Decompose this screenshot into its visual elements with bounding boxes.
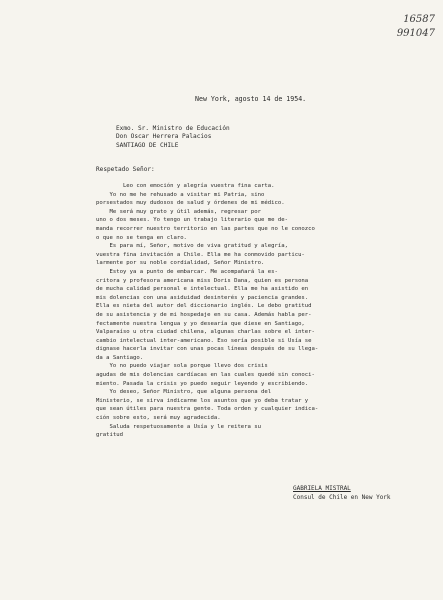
signature-title: Consul de Chile en New York xyxy=(293,494,391,501)
body-line: de mucha calidad personal e intelectual. Ella me ha asistido en xyxy=(96,286,309,293)
body-line: dignase hacerla invitar con unas pocas líneas después de su llega- xyxy=(96,346,319,353)
body-line: ción sobre esto, será muy agradecida. xyxy=(96,415,221,422)
body-line: que sean útiles para nuestra gente. Toda orden y cualquier indica- xyxy=(96,406,319,413)
body-line: o que no se tenga en claro. xyxy=(96,234,187,241)
signature-name: GABRIELA MISTRAL xyxy=(293,485,351,492)
body-line: Saluda respetuosamente a Usía y le reitera su xyxy=(96,423,262,430)
body-line: Ministerio, se sirva indicarme los asuntos que yo deba tratar y xyxy=(96,397,309,404)
body-line: porsestados muy dudosos de salud y órdenes de mi médico. xyxy=(96,200,285,207)
body-line: Valparaíso u otra ciudad chilena, algunas charlas sobre el inter- xyxy=(96,329,315,336)
margin-note-1: 16587 xyxy=(403,14,435,25)
body-line: Me será muy grato y útil además, regresar por xyxy=(96,208,262,215)
body-line: gratitud xyxy=(96,432,123,439)
body-line: Yo no me he rehusado a visitar mi Patria, sino xyxy=(96,191,265,198)
body-line: de su asistencia y de mi hospedaje en su casa. Además habla per- xyxy=(96,311,312,318)
body-line: Ella es nieta del autor del diccionario inglés. Le debo gratitud xyxy=(96,303,312,310)
body-line: da a Santiago. xyxy=(96,354,144,361)
body-line: vuestra fina invitación a Chile. Ella me ha conmovido particu- xyxy=(96,251,305,258)
signature-block xyxy=(293,484,391,502)
address-line: SANTIAGO DE CHILE xyxy=(116,141,179,149)
letter-body xyxy=(96,182,416,440)
recipient-address xyxy=(116,125,230,150)
body-line: Leo con emoción y alegría vuestra fina carta. xyxy=(96,183,275,189)
margin-note-2: 991047 xyxy=(396,28,435,39)
body-line: manda recorrer nuestro territorio en las partes que no le conozco xyxy=(96,225,315,232)
body-line: Yo no puedo viajar sola porque llevo dos crisis xyxy=(96,363,268,370)
body-line: mis dolencias con una asiduidad desinterés y paciencia grandes. xyxy=(96,294,309,301)
dateline: New York, agosto 14 de 1954. xyxy=(195,95,307,103)
address-line: Exmo. Sr. Ministro de Educación xyxy=(116,125,230,132)
body-line: larmente por su noble cordialidad, Señor Ministro. xyxy=(96,260,265,267)
salutation: Respetado Señor: xyxy=(96,166,155,173)
body-line: uno o dos meses. Yo tengo un trabajo literario que me de- xyxy=(96,217,288,224)
body-line: fectamente nuestra lengua y yo desearía que diese en Santiago, xyxy=(96,320,305,327)
body-line: Es para mí, Señor, motivo de viva gratitud y alegría, xyxy=(96,243,288,250)
address-line: Don Oscar Herrera Palacios xyxy=(116,133,212,141)
body-line: Estoy ya a punto de embarcar. Me acompañará la es- xyxy=(96,268,278,275)
body-line: critora y profesora americana miss Doris Dana, quien es persona xyxy=(96,277,309,284)
body-line: Yo deseo, Señor Ministro, que alguna persona del xyxy=(96,389,272,396)
body-line: agudas de mis dolencias cardíacas en las cuales quedé sin conoci- xyxy=(96,372,315,379)
body-line: cambio intelectual inter-americano. Eso sería posible si Usía se xyxy=(96,337,312,344)
body-line: miento. Pasada la crisis yo puedo seguir leyendo y escribiendo. xyxy=(96,380,309,387)
